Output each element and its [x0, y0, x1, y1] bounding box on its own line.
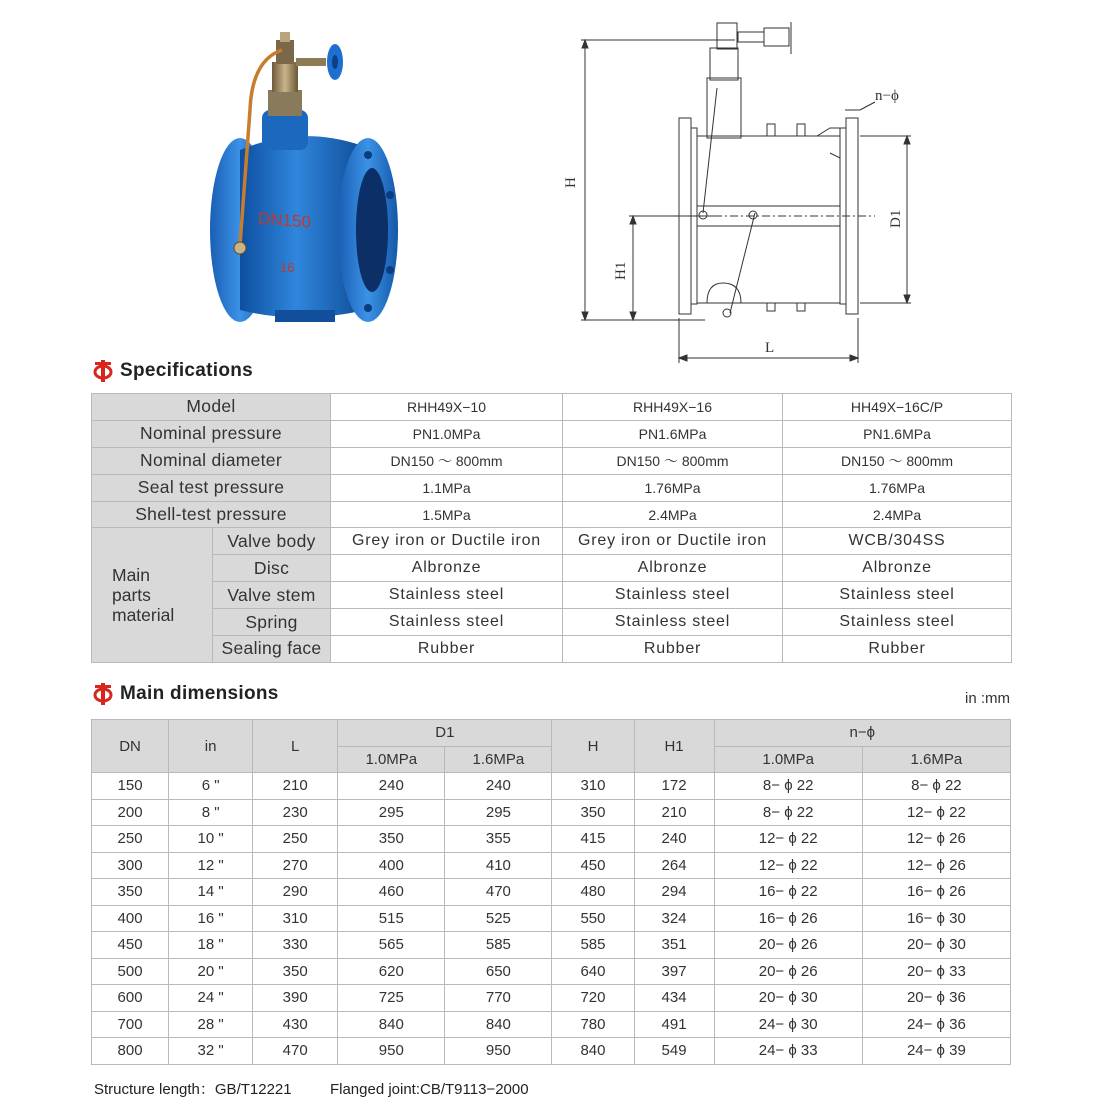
material-cell: Albronze	[331, 555, 563, 582]
material-cell: Stainless steel	[563, 582, 783, 609]
material-part-label: Valve body	[213, 528, 331, 555]
dimensions-title: Main dimensions	[120, 683, 279, 704]
label-d1: D1	[888, 209, 904, 228]
table-cell: 8 "	[169, 799, 253, 826]
material-cell: Stainless steel	[331, 582, 563, 609]
table-cell: 295	[445, 799, 552, 826]
spec-cell: PN1.6MPa	[563, 420, 783, 447]
table-cell: 355	[445, 826, 552, 853]
spec-row-label: Nominal pressure	[92, 420, 331, 447]
table-cell: 800	[92, 1038, 169, 1065]
table-cell: 415	[552, 826, 634, 853]
table-cell: 270	[253, 852, 338, 879]
spec-cell: RHH49X−10	[331, 394, 563, 421]
table-cell: 840	[552, 1038, 634, 1065]
table-cell: 450	[552, 852, 634, 879]
specifications-title: Specifications	[120, 360, 254, 381]
table-cell: 840	[338, 1011, 445, 1038]
table-cell: 16− ϕ 26	[714, 905, 862, 932]
table-cell: 28 "	[169, 1011, 253, 1038]
table-cell: 24− ϕ 33	[714, 1038, 862, 1065]
valve-technical-drawing	[555, 18, 935, 370]
table-cell: 16− ϕ 26	[862, 879, 1010, 906]
spec-material-row	[92, 555, 1012, 582]
table-cell: 12 "	[169, 852, 253, 879]
valve-photo	[200, 20, 410, 340]
company-logo-icon	[92, 360, 114, 382]
material-group-label	[92, 528, 213, 662]
table-cell: 460	[338, 879, 445, 906]
spec-material-row	[92, 636, 1012, 663]
spec-cell: 1.76MPa	[783, 474, 1012, 501]
spec-cell: HH49X−16C/P	[783, 394, 1012, 421]
table-cell: 14 "	[169, 879, 253, 906]
table-cell: 585	[552, 932, 634, 959]
table-cell: 720	[552, 985, 634, 1012]
table-cell: 350	[92, 879, 169, 906]
table-cell: 290	[253, 879, 338, 906]
table-cell: 6 "	[169, 773, 253, 800]
spec-cell: DN150 ～ 800mm	[563, 447, 783, 474]
table-cell: 434	[634, 985, 714, 1012]
table-cell: 950	[338, 1038, 445, 1065]
material-cell: Grey iron or Ductile iron	[563, 528, 783, 555]
table-row	[92, 826, 1011, 853]
table-cell: 620	[338, 958, 445, 985]
spec-row-label: Nominal diameter	[92, 447, 331, 474]
table-cell: 295	[338, 799, 445, 826]
material-group-label-line: material	[112, 605, 175, 626]
table-cell: 310	[253, 905, 338, 932]
table-cell: 12− ϕ 26	[862, 852, 1010, 879]
spec-material-row	[92, 609, 1012, 636]
table-cell: 16 "	[169, 905, 253, 932]
table-cell: 230	[253, 799, 338, 826]
table-cell: 12− ϕ 22	[862, 799, 1010, 826]
table-cell: 350	[253, 958, 338, 985]
table-cell: 310	[552, 773, 634, 800]
table-cell: 16− ϕ 30	[862, 905, 1010, 932]
unit-label: in :mm	[965, 690, 1010, 707]
material-cell: WCB/304SS	[783, 528, 1012, 555]
table-cell: 410	[445, 852, 552, 879]
label-h1: H1	[613, 261, 629, 280]
header-h1: H1	[634, 720, 714, 773]
specifications-heading	[92, 358, 253, 384]
table-row	[92, 958, 1011, 985]
header-d1-1.0mpa: 1.0MPa	[338, 746, 445, 773]
table-cell: 350	[552, 799, 634, 826]
spec-cell: 2.4MPa	[783, 501, 1012, 528]
table-cell: 20− ϕ 30	[714, 985, 862, 1012]
table-cell: 16− ϕ 22	[714, 879, 862, 906]
material-part-label: Disc	[213, 555, 331, 582]
table-cell: 12− ϕ 22	[714, 826, 862, 853]
spec-material-row	[92, 582, 1012, 609]
table-cell: 430	[253, 1011, 338, 1038]
spec-cell: 2.4MPa	[563, 501, 783, 528]
table-cell: 294	[634, 879, 714, 906]
table-cell: 491	[634, 1011, 714, 1038]
table-row	[92, 773, 1011, 800]
table-cell: 24− ϕ 36	[862, 1011, 1010, 1038]
table-cell: 525	[445, 905, 552, 932]
table-cell: 210	[634, 799, 714, 826]
table-cell: 210	[253, 773, 338, 800]
footer-notes	[94, 1078, 529, 1099]
spec-cell: DN150 ～ 800mm	[783, 447, 1012, 474]
header-nphi: n−ϕ	[714, 720, 1010, 747]
table-cell: 24 "	[169, 985, 253, 1012]
material-cell: Stainless steel	[783, 609, 1012, 636]
material-cell: Rubber	[331, 636, 563, 663]
material-cell: Rubber	[783, 636, 1012, 663]
table-cell: 172	[634, 773, 714, 800]
table-cell: 650	[445, 958, 552, 985]
spec-cell: DN150 ～ 800mm	[331, 447, 563, 474]
spec-cell: 1.76MPa	[563, 474, 783, 501]
table-cell: 300	[92, 852, 169, 879]
spec-row-label: Shell-test pressure	[92, 501, 331, 528]
table-row	[92, 852, 1011, 879]
material-cell: Stainless steel	[331, 609, 563, 636]
table-row	[92, 985, 1011, 1012]
table-cell: 585	[445, 932, 552, 959]
table-cell: 770	[445, 985, 552, 1012]
header-d1-1.6mpa: 1.6MPa	[445, 746, 552, 773]
table-cell: 8− ϕ 22	[714, 773, 862, 800]
table-cell: 20− ϕ 36	[862, 985, 1010, 1012]
header-nphi-1.0mpa: 1.0MPa	[714, 746, 862, 773]
table-cell: 470	[445, 879, 552, 906]
table-cell: 24− ϕ 39	[862, 1038, 1010, 1065]
table-row	[92, 932, 1011, 959]
table-cell: 549	[634, 1038, 714, 1065]
material-group-label-line: parts	[112, 585, 151, 606]
spec-row	[92, 420, 1012, 447]
label-l: L	[765, 340, 775, 356]
material-cell: Stainless steel	[783, 582, 1012, 609]
header-h: H	[552, 720, 634, 773]
spec-row	[92, 447, 1012, 474]
spec-material-row	[92, 528, 1012, 555]
flanged-joint-note: Flanged joint:CB/T9113−2000	[329, 1081, 529, 1098]
table-cell: 515	[338, 905, 445, 932]
table-row	[92, 879, 1011, 906]
table-cell: 18 "	[169, 932, 253, 959]
table-cell: 470	[253, 1038, 338, 1065]
company-logo-icon	[92, 683, 114, 705]
table-cell: 20− ϕ 33	[862, 958, 1010, 985]
table-cell: 565	[338, 932, 445, 959]
table-cell: 550	[552, 905, 634, 932]
table-cell: 725	[338, 985, 445, 1012]
table-row	[92, 905, 1011, 932]
specifications-table	[91, 393, 1012, 663]
table-cell: 700	[92, 1011, 169, 1038]
material-cell: Rubber	[563, 636, 783, 663]
table-cell: 250	[253, 826, 338, 853]
spec-row	[92, 474, 1012, 501]
spec-cell: 1.5MPa	[331, 501, 563, 528]
table-cell: 600	[92, 985, 169, 1012]
table-cell: 10 "	[169, 826, 253, 853]
table-cell: 950	[445, 1038, 552, 1065]
dimensions-table	[91, 719, 1011, 1065]
material-cell: Albronze	[783, 555, 1012, 582]
table-row	[92, 1011, 1011, 1038]
table-row	[92, 1038, 1011, 1065]
table-cell: 400	[92, 905, 169, 932]
spec-row	[92, 501, 1012, 528]
table-cell: 780	[552, 1011, 634, 1038]
body-marking-pressure: 16	[280, 260, 295, 275]
table-cell: 12− ϕ 22	[714, 852, 862, 879]
body-marking-size: DN150	[258, 209, 311, 232]
material-part-label: Sealing face	[213, 636, 331, 663]
table-cell: 8− ϕ 22	[714, 799, 862, 826]
table-cell: 240	[445, 773, 552, 800]
table-cell: 240	[634, 826, 714, 853]
material-cell: Stainless steel	[563, 609, 783, 636]
spec-cell: RHH49X−16	[563, 394, 783, 421]
material-cell: Albronze	[563, 555, 783, 582]
header-in: in	[169, 720, 253, 773]
spec-row-label: Model	[92, 394, 331, 421]
table-cell: 32 "	[169, 1038, 253, 1065]
table-cell: 397	[634, 958, 714, 985]
structure-length-note: Structure length：GB/T12221	[94, 1081, 292, 1098]
spec-row-label: Seal test pressure	[92, 474, 331, 501]
table-cell: 200	[92, 799, 169, 826]
material-part-label: Valve stem	[213, 582, 331, 609]
spec-cell: PN1.0MPa	[331, 420, 563, 447]
label-h: H	[563, 177, 579, 188]
spec-cell: 1.1MPa	[331, 474, 563, 501]
material-part-label: Spring	[213, 609, 331, 636]
table-cell: 350	[338, 826, 445, 853]
table-row	[92, 799, 1011, 826]
table-cell: 480	[552, 879, 634, 906]
table-cell: 640	[552, 958, 634, 985]
label-nphi: n−ϕ	[875, 88, 899, 104]
table-cell: 8− ϕ 22	[862, 773, 1010, 800]
spec-row	[92, 394, 1012, 421]
table-cell: 20− ϕ 26	[714, 958, 862, 985]
table-cell: 20− ϕ 30	[862, 932, 1010, 959]
table-cell: 324	[634, 905, 714, 932]
table-cell: 12− ϕ 26	[862, 826, 1010, 853]
table-cell: 330	[253, 932, 338, 959]
header-d1: D1	[338, 720, 552, 747]
table-cell: 264	[634, 852, 714, 879]
header-dn: DN	[92, 720, 169, 773]
dimensions-heading	[92, 681, 279, 707]
table-cell: 20 "	[169, 958, 253, 985]
header-l: L	[253, 720, 338, 773]
table-cell: 450	[92, 932, 169, 959]
material-group-label-line: Main	[112, 565, 150, 586]
table-cell: 150	[92, 773, 169, 800]
table-cell: 20− ϕ 26	[714, 932, 862, 959]
table-cell: 250	[92, 826, 169, 853]
table-cell: 351	[634, 932, 714, 959]
table-cell: 840	[445, 1011, 552, 1038]
table-cell: 400	[338, 852, 445, 879]
table-cell: 24− ϕ 30	[714, 1011, 862, 1038]
table-cell: 240	[338, 773, 445, 800]
header-nphi-1.6mpa: 1.6MPa	[862, 746, 1010, 773]
spec-cell: PN1.6MPa	[783, 420, 1012, 447]
material-cell: Grey iron or Ductile iron	[331, 528, 563, 555]
table-cell: 390	[253, 985, 338, 1012]
table-cell: 500	[92, 958, 169, 985]
